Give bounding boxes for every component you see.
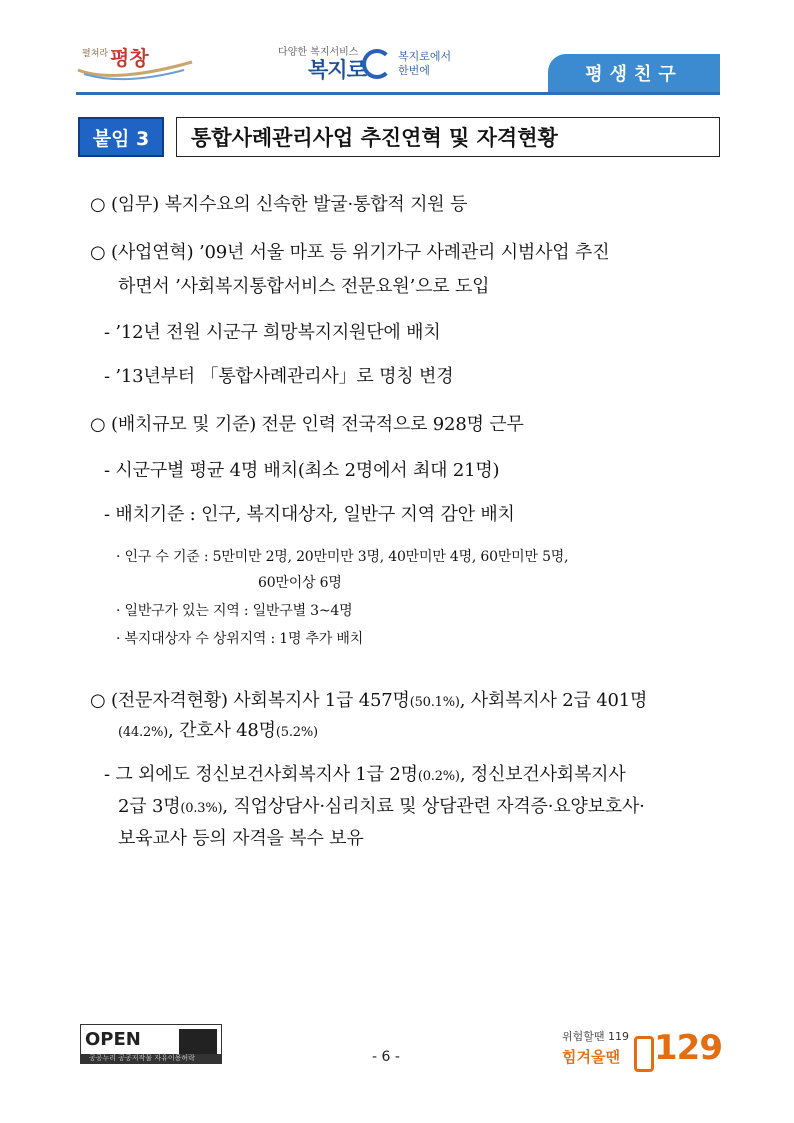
phone-icon — [634, 1036, 654, 1072]
section-title — [78, 117, 720, 157]
hotline-number: 129 — [654, 1028, 722, 1068]
qual-part-2: , 사회복지사 2급 401명 — [459, 690, 648, 711]
line-others-cont — [118, 792, 645, 818]
logo-left-small: 펼쳐라 — [82, 49, 109, 59]
bokjiro-name: 복지로 — [308, 58, 366, 82]
line-population: · 인구 수 기준 : 5만미만 2명, 20만미만 3명, 40만미만 4명, 60만미만 5명, — [116, 549, 569, 565]
qual-part-3: , 간호사 48명 — [168, 720, 276, 741]
open-bar-text: 공공누리 공공저작물 자유이용허락 — [89, 1054, 195, 1062]
pyeongchang-logo — [74, 40, 199, 88]
qual-pct-2: (44.2%) — [118, 725, 169, 740]
open-license-logo — [80, 1024, 222, 1064]
page-footer — [0, 1010, 794, 1123]
open-text: OPEN — [85, 1029, 141, 1050]
bokjiro-slogan — [398, 50, 451, 78]
hotline-small: 위험할땐 119 — [562, 1030, 629, 1043]
others-part-4: , 직업상담사·심리치료 및 상담관련 자격증·요양보호사· — [222, 796, 645, 817]
attachment-badge: 붙임 3 — [78, 117, 164, 157]
others-part-1: - 그 외에도 정신보건사회복지사 1급 2명 — [104, 764, 418, 785]
line-history-cont: 하면서 ’사회복지통합서비스 전문요원’으로 도입 — [118, 276, 490, 297]
others-part-2: , 정신보건사회복지사 — [459, 764, 626, 785]
line-deployment: ○ (배치규모 및 기준) 전문 인력 전국적으로 928명 근무 — [90, 414, 524, 435]
line-recipients: · 복지대상자 수 상위지역 : 1명 추가 배치 — [116, 631, 364, 647]
lifelong-friend-tab: 평생친구 — [548, 54, 720, 92]
others-pct-2: (0.3%) — [180, 801, 223, 816]
line-2013: - ’13년부터 「통합사례관리사」로 명칭 변경 — [104, 366, 454, 387]
hotline-logo — [560, 1024, 722, 1074]
bokjiro-tagline: 다양한 복지서비스 — [278, 47, 359, 58]
page-number: - 6 - — [372, 1049, 400, 1065]
bokjiro-logo — [270, 40, 460, 82]
line-others — [104, 760, 626, 786]
line-2012: - ’12년 전원 시군구 희망복지지원단에 배치 — [104, 322, 441, 343]
slogan-line-1: 복지로에서 — [398, 50, 452, 63]
swirl-icon — [362, 49, 392, 79]
others-part-3: 2급 3명 — [118, 796, 181, 817]
title-box: 통합사례관리사업 추진연혁 및 자격현황 — [176, 117, 720, 157]
page-header — [0, 0, 794, 100]
line-population-cont: 60만이상 6명 — [258, 575, 342, 591]
logo-left-text: 평창 — [110, 46, 149, 70]
open-license-bar — [81, 1054, 221, 1063]
slogan-line-2: 한번에 — [398, 64, 430, 77]
line-history: ○ (사업연혁) ’09년 서울 마포 등 위기가구 사례관리 시범사업 추진 — [90, 242, 610, 263]
hotline-big: 힘겨울땐 — [562, 1048, 620, 1066]
qual-pct-3: (5.2%) — [275, 725, 318, 740]
attribution-icon — [179, 1029, 217, 1055]
line-criteria: - 배치기준 : 인구, 복지대상자, 일반구 지역 감안 배치 — [104, 504, 515, 525]
line-district: · 일반구가 있는 지역 : 일반구별 3~4명 — [116, 603, 353, 619]
line-qualifications-cont — [118, 716, 318, 742]
others-pct-1: (0.2%) — [417, 769, 460, 784]
line-duty: ○ (임무) 복지수요의 신속한 발굴·통합적 지원 등 — [90, 194, 468, 215]
line-others-end: 보육교사 등의 자격을 복수 보유 — [118, 828, 364, 849]
line-qualifications — [90, 686, 647, 712]
qual-pct-1: (50.1%) — [409, 695, 460, 710]
header-divider — [76, 92, 720, 95]
line-average: - 시군구별 평균 4명 배치(최소 2명에서 최대 21명) — [104, 460, 500, 481]
qual-part-1: ○ (전문자격현황) 사회복지사 1급 457명 — [90, 690, 410, 711]
